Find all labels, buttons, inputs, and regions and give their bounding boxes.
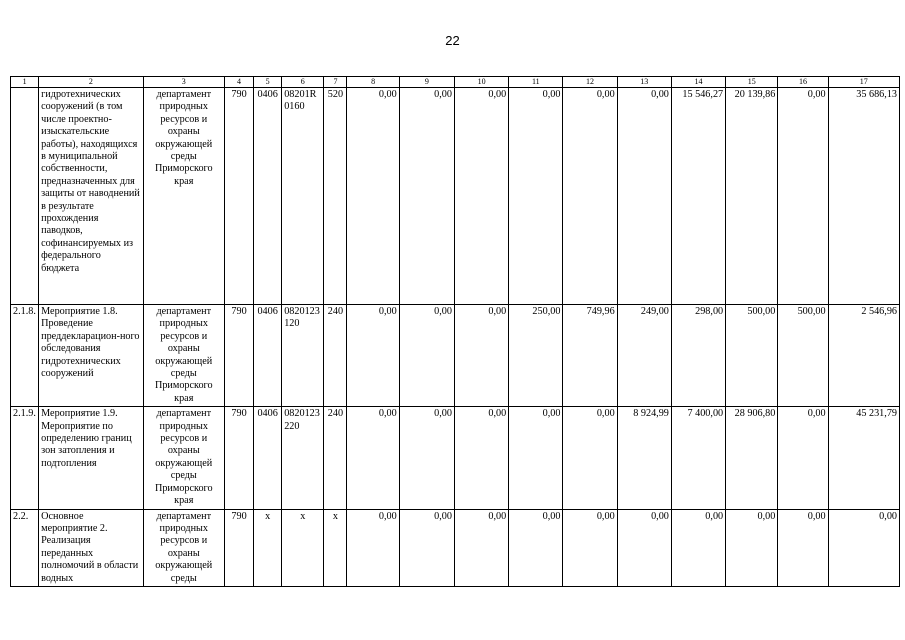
vr-code: х (324, 509, 347, 586)
csr-code: 08201R0160 (282, 88, 324, 305)
row-number: 2.1.8. (11, 305, 39, 407)
header-cell: 14 (671, 77, 725, 88)
grbs-code: 790 (224, 305, 253, 407)
value-cell: 0,00 (563, 509, 617, 586)
table-row (11, 509, 900, 586)
rzpr-code: х (254, 509, 282, 586)
value-cell: 0,00 (617, 509, 671, 586)
value-cell: 0,00 (778, 509, 828, 586)
value-cell: 0,00 (509, 88, 563, 305)
table-header-row (11, 77, 900, 88)
table-row (11, 407, 900, 509)
executor: департамент природных ресурсов и охраны окружающей среды (143, 509, 224, 586)
value-cell: 0,00 (454, 407, 508, 509)
rzpr-code: 0406 (254, 407, 282, 509)
table-row (11, 305, 900, 407)
measure-name: Мероприятие 1.9. Мероприятие по определению границ зон затопления и подтопления (39, 407, 143, 509)
value-cell: 0,00 (509, 407, 563, 509)
grbs-code: 790 (224, 407, 253, 509)
rzpr-code: 0406 (254, 88, 282, 305)
header-cell: 5 (254, 77, 282, 88)
value-cell: 0,00 (399, 305, 454, 407)
value-cell: 20 139,86 (726, 88, 778, 305)
value-cell: 0,00 (454, 305, 508, 407)
row-number: 2.1.9. (11, 407, 39, 509)
page-number: 22 (445, 33, 460, 48)
value-cell: 8 924,99 (617, 407, 671, 509)
value-cell: 749,96 (563, 305, 617, 407)
vr-code: 520 (324, 88, 347, 305)
value-cell: 28 906,80 (726, 407, 778, 509)
value-cell: 7 400,00 (671, 407, 725, 509)
header-cell: 6 (282, 77, 324, 88)
value-cell: 500,00 (778, 305, 828, 407)
header-cell: 9 (399, 77, 454, 88)
value-cell: 0,00 (563, 88, 617, 305)
header-cell: 1 (11, 77, 39, 88)
csr-code: 0820123220 (282, 407, 324, 509)
total-cell: 45 231,79 (828, 407, 899, 509)
header-cell: 16 (778, 77, 828, 88)
value-cell: 0,00 (778, 407, 828, 509)
header-cell: 10 (454, 77, 508, 88)
budget-table (10, 76, 900, 587)
total-cell: 35 686,13 (828, 88, 899, 305)
row-number: 2.2. (11, 509, 39, 586)
measure-name: Мероприятие 1.8. Проведение преддекларацион-ного обследования гидротехнических сооружений (39, 305, 143, 407)
measure-name: Основное мероприятие 2. Реализация переданных полномочий в области водных (39, 509, 143, 586)
executor: департамент природных ресурсов и охраны окружающей среды Приморского края (143, 407, 224, 509)
value-cell: 0,00 (509, 509, 563, 586)
value-cell: 0,00 (399, 88, 454, 305)
vr-code: 240 (324, 305, 347, 407)
executor: департамент природных ресурсов и охраны окружающей среды Приморского края (143, 88, 224, 305)
vr-code: 240 (324, 407, 347, 509)
value-cell: 250,00 (509, 305, 563, 407)
value-cell: 0,00 (347, 88, 399, 305)
grbs-code: 790 (224, 509, 253, 586)
executor: департамент природных ресурсов и охраны окружающей среды Приморского края (143, 305, 224, 407)
value-cell: 0,00 (454, 88, 508, 305)
value-cell: 0,00 (726, 509, 778, 586)
value-cell: 0,00 (454, 509, 508, 586)
header-cell: 3 (143, 77, 224, 88)
row-number (11, 88, 39, 305)
header-cell: 7 (324, 77, 347, 88)
header-cell: 8 (347, 77, 399, 88)
header-cell: 11 (509, 77, 563, 88)
measure-name: гидротехнических сооружений (в том числе проектно-изыскательские работы), находящихся в муниципальной собственности, предназначенных для защиты от наводнений в результате прохождения паводков, софинансируемых из федерального бюджета (39, 88, 143, 305)
header-cell: 12 (563, 77, 617, 88)
header-cell: 13 (617, 77, 671, 88)
header-cell: 2 (39, 77, 143, 88)
value-cell: 0,00 (347, 305, 399, 407)
value-cell: 0,00 (347, 509, 399, 586)
value-cell: 0,00 (617, 88, 671, 305)
value-cell: 0,00 (778, 88, 828, 305)
value-cell: 0,00 (563, 407, 617, 509)
value-cell: 0,00 (399, 407, 454, 509)
value-cell: 500,00 (726, 305, 778, 407)
rzpr-code: 0406 (254, 305, 282, 407)
csr-code: 0820123120 (282, 305, 324, 407)
total-cell: 2 546,96 (828, 305, 899, 407)
header-cell: 15 (726, 77, 778, 88)
total-cell: 0,00 (828, 509, 899, 586)
csr-code: х (282, 509, 324, 586)
value-cell: 0,00 (347, 407, 399, 509)
header-cell: 17 (828, 77, 899, 88)
page-bottom-margin (0, 590, 905, 640)
value-cell: 15 546,27 (671, 88, 725, 305)
value-cell: 298,00 (671, 305, 725, 407)
table-row (11, 88, 900, 305)
grbs-code: 790 (224, 88, 253, 305)
header-cell: 4 (224, 77, 253, 88)
value-cell: 0,00 (671, 509, 725, 586)
value-cell: 249,00 (617, 305, 671, 407)
value-cell: 0,00 (399, 509, 454, 586)
